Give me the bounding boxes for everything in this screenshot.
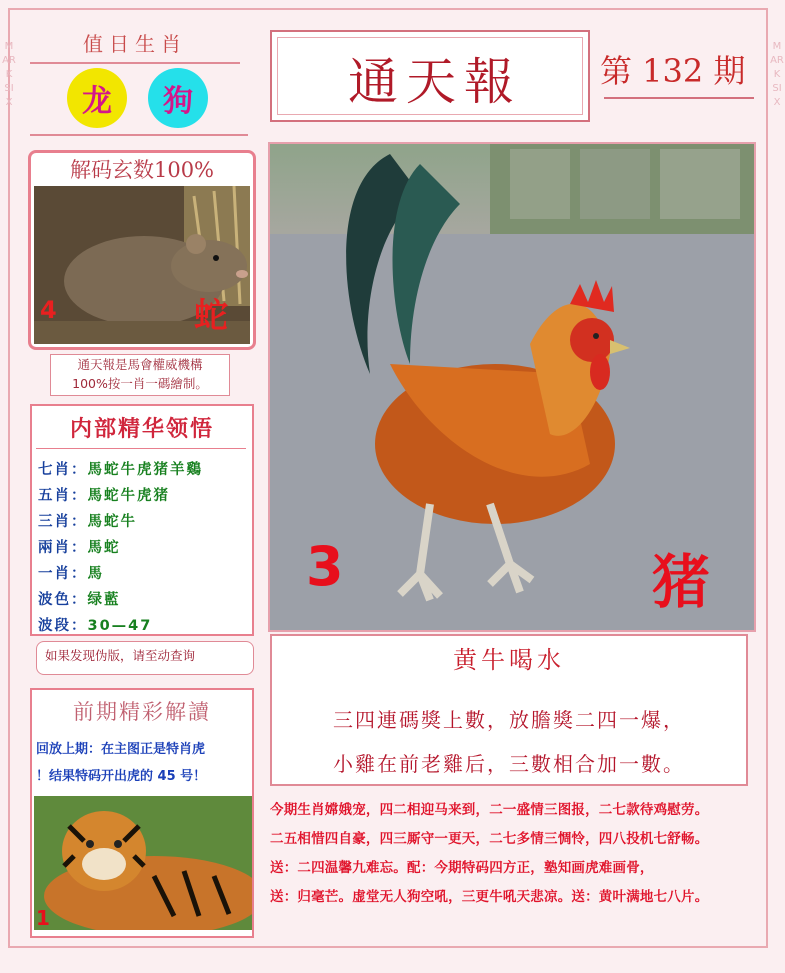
tip-value: 馬蛇牛 (87, 514, 137, 530)
tip-row (38, 614, 152, 635)
tiger-image (34, 796, 252, 930)
paragraph-line: 今期生肖嫦娥宠，四二相迎马来到，二一盛情三图报，二七款待鸡慰劳。 (270, 802, 709, 818)
main-zodiac: 猪 (652, 548, 711, 616)
tip-label: 一肖： (38, 566, 88, 582)
tip-row (38, 562, 104, 583)
divider (30, 134, 248, 136)
tip-label: 波段： (38, 618, 88, 634)
divider (30, 62, 240, 64)
previous-title: 前期精彩解讀 (73, 700, 211, 724)
tip-label: 波色： (38, 592, 88, 608)
previous-line-2: ！结果特码开出虎的 45 号！ (36, 769, 207, 784)
watermark-left: MARK SIX (2, 41, 16, 108)
tip-row (38, 588, 121, 609)
paragraph-line: 送：归毫芒。虚堂无人狗空吼，三更牛吼天悲凉。送：黄叶满地七八片。 (270, 889, 709, 905)
tip-value: 绿藍 (87, 592, 121, 608)
paragraph-line: 送：二四温馨九难忘。配：今期特码四方正，塾知画虎难画骨， (270, 860, 654, 876)
tip-label: 兩肖： (38, 540, 88, 556)
previous-text (36, 736, 250, 790)
tip-value: 馬蛇 (87, 540, 121, 556)
tip-value: 馬蛇牛虎猪羊鷄 (87, 462, 203, 478)
tip-value: 馬蛇牛虎猪 (87, 488, 170, 504)
tip-label: 七肖： (38, 462, 88, 478)
tip-row (38, 510, 137, 531)
rule-line-2: 100%按一肖一碼繪制。 (72, 376, 208, 391)
main-number: 3 (306, 535, 344, 598)
masthead-title: 通天報 (348, 53, 522, 111)
watermark-right: MARK SIX (770, 41, 784, 108)
duty-zodiac-title: 值日生肖 (83, 32, 187, 56)
decode-zodiac: 蛇 (194, 296, 228, 336)
tip-row (38, 458, 203, 479)
tip-label: 三肖： (38, 514, 88, 530)
divider (36, 448, 246, 449)
decode-title: 解码玄数100% (69, 158, 215, 182)
tip-row (38, 536, 121, 557)
poem-line-1: 三四連碼獎上數，放膽獎二四一爆， (333, 708, 685, 732)
duty-zodiac-2: 狗 (148, 68, 208, 128)
rule-line-1: 通天報是馬會權威機構 (77, 357, 203, 372)
poem-line-2: 小雞在前老雞后，三數相合加一數。 (333, 752, 685, 776)
tip-row (38, 484, 170, 505)
paragraph-line: 二五相惜四自豪，四三厮守一更天，二七多情三惆怜，四八投机七舒畅。 (270, 831, 709, 847)
tips-title: 内部精华领悟 (69, 417, 214, 442)
issue-number: 第 132 期 (600, 52, 746, 90)
prediction-paragraph (270, 796, 756, 912)
rule-note (50, 354, 230, 396)
fake-notice: 如果发现伪版，请至动查询 (36, 641, 254, 675)
tip-value: 30—47 (87, 618, 153, 634)
divider (604, 97, 754, 99)
tip-label: 五肖： (38, 488, 88, 504)
tiger-number: 1 (36, 906, 50, 930)
tip-value: 馬 (87, 566, 104, 582)
decode-number: 4 (40, 296, 57, 324)
poem-title: 黄牛喝水 (453, 646, 565, 674)
previous-line-1: 回放上期：在主图正是特肖虎 (36, 742, 206, 757)
duty-zodiac-1: 龙 (67, 68, 127, 128)
